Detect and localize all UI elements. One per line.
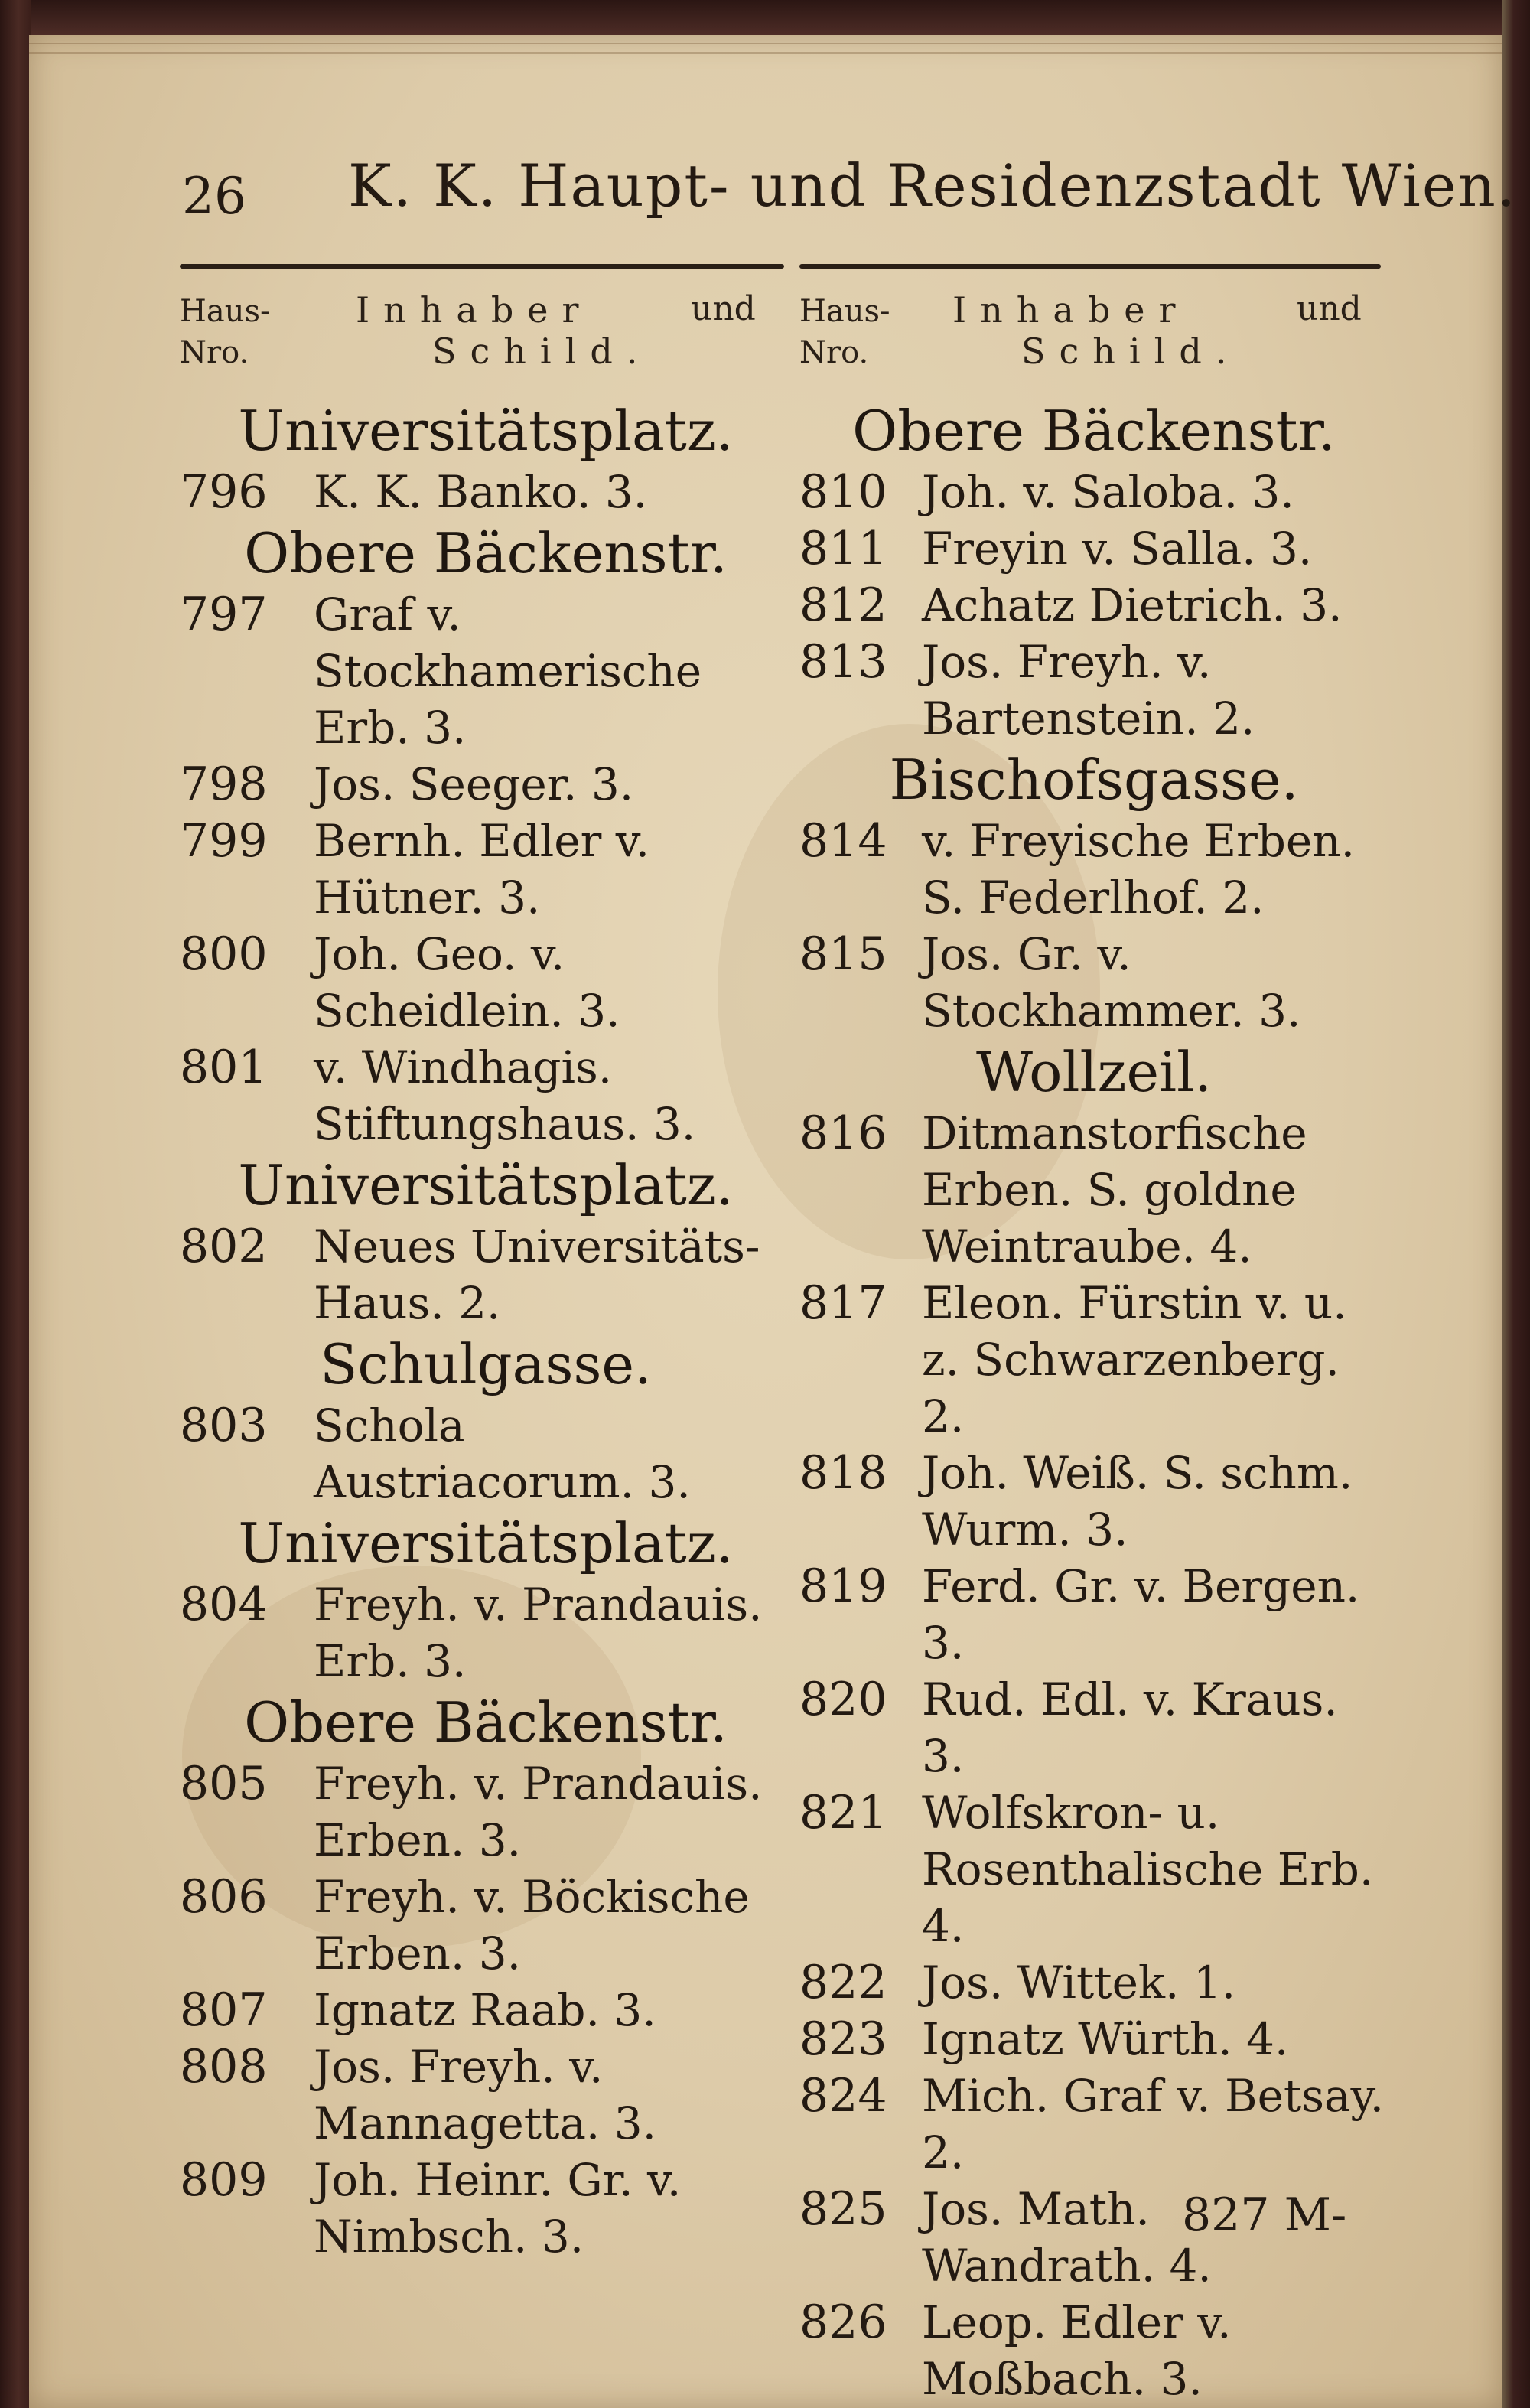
- owner-sign: Jos. Seeger. 3.: [314, 758, 634, 810]
- owner-sign: Neues Universitäts-Haus. 2.: [314, 1220, 760, 1329]
- house-number: 815: [799, 927, 887, 981]
- house-entry: [799, 1784, 1388, 1954]
- street-heading: Obere Bäckenstr.: [244, 521, 728, 585]
- house-entry: [799, 2011, 1388, 2067]
- catchword: 827 M-: [1182, 2188, 1347, 2242]
- header-rule-right: [799, 264, 1381, 269]
- house-entry: [799, 634, 1388, 747]
- owner-sign: Jos. Freyh. v. Mannagetta. 3.: [314, 2041, 657, 2149]
- house-number: 822: [799, 1956, 887, 2009]
- street-heading: Wollzeil.: [975, 1040, 1212, 1104]
- house-entry: [180, 464, 792, 520]
- house-number: 804: [180, 1578, 268, 1631]
- owner-sign: Freyh. v. Prandauis. Erben. 3.: [314, 1758, 763, 1866]
- house-number: 824: [799, 2069, 887, 2123]
- owner-sign: Ignatz Würth. 4.: [922, 2013, 1289, 2065]
- house-entry: [180, 1869, 792, 1982]
- owner-sign: Ferd. Gr. v. Bergen. 3.: [922, 1560, 1360, 1669]
- owner-sign: Schola Austriacorum. 3.: [314, 1400, 691, 1508]
- owner-sign: Freyh. v. Prandauis. Erb. 3.: [314, 1579, 763, 1687]
- house-number: 805: [180, 1757, 268, 1810]
- house-number: 798: [180, 758, 268, 811]
- street-heading: Universitätsplatz.: [238, 399, 734, 463]
- house-entry: [799, 1954, 1388, 2011]
- owner-sign: Mich. Graf v. Betsay. 2.: [922, 2070, 1385, 2178]
- street-heading: Obere Bäckenstr.: [244, 1690, 728, 1755]
- owner-sign: v. Windhagis. Stiftungshaus. 3.: [314, 1041, 696, 1150]
- house-entry: [799, 577, 1388, 634]
- house-number: 821: [799, 1786, 887, 1839]
- house-entry: [180, 926, 792, 1039]
- house-number: 809: [180, 2153, 268, 2207]
- owner-sign: Eleon. Fürstin v. u. z. Schwarzenberg. 2.: [922, 1277, 1347, 1442]
- header-inhaber: Inhaber: [952, 289, 1190, 331]
- house-number: 820: [799, 1673, 887, 1726]
- owner-sign: Jos. Math. Wandrath. 4.: [922, 2183, 1212, 2292]
- column-header-left: [180, 275, 792, 398]
- house-entry: [799, 2067, 1388, 2181]
- house-number: 812: [799, 578, 887, 632]
- house-entry: [799, 1671, 1388, 1784]
- header-haus-nro: Haus- Nro.: [180, 294, 271, 370]
- header-schild: Schild.: [432, 331, 652, 372]
- owner-sign: Leop. Edler v. Moßbach. 3.: [922, 2296, 1232, 2405]
- house-number: 806: [180, 1870, 268, 1924]
- owner-sign: Rud. Edl. v. Kraus. 3.: [922, 1673, 1338, 1782]
- header-haus-nro: Haus- Nro.: [799, 294, 890, 370]
- house-number: 808: [180, 2040, 268, 2094]
- house-entry: [180, 586, 792, 756]
- house-number: 800: [180, 927, 268, 981]
- book-cover-top: [0, 0, 1530, 35]
- owner-sign: Joh. v. Saloba. 3.: [922, 466, 1294, 518]
- house-entry: [180, 1397, 792, 1510]
- house-entry: [180, 1755, 792, 1869]
- owner-sign: Wolfskron- u. Rosenthalische Erb. 4.: [922, 1787, 1374, 1952]
- house-number: 802: [180, 1220, 268, 1273]
- owner-sign: Freyin v. Salla. 3.: [922, 523, 1313, 575]
- owner-sign: Joh. Geo. v. Scheidlein. 3.: [314, 928, 620, 1037]
- house-number: 825: [799, 2182, 887, 2236]
- owner-sign: Jos. Wittek. 1.: [922, 1957, 1236, 2009]
- header-schild: Schild.: [1021, 331, 1241, 372]
- owner-sign: Bernh. Edler v. Hütner. 3.: [314, 815, 650, 924]
- house-entry: [180, 2152, 792, 2265]
- owner-sign: Jos. Freyh. v. Bartenstein. 2.: [922, 636, 1255, 745]
- street-heading: Obere Bäckenstr.: [852, 399, 1336, 463]
- house-number: 826: [799, 2296, 887, 2349]
- house-entry: [180, 756, 792, 813]
- house-number: 818: [799, 1446, 887, 1500]
- owner-sign: Jos. Gr. v. Stockhammer. 3.: [922, 928, 1301, 1037]
- house-entry: [180, 1218, 792, 1331]
- owner-sign: Ditmanstorfische Erben. S. goldne Weintraube. 4.: [922, 1107, 1307, 1272]
- header-rule-left: [180, 264, 784, 269]
- left-column: [180, 275, 792, 2265]
- owner-sign: Achatz Dietrich. 3.: [922, 579, 1343, 631]
- house-entry: [799, 520, 1388, 577]
- header-und: und: [691, 289, 756, 328]
- street-heading: Bischofsgasse.: [889, 748, 1299, 812]
- street-heading: Schulgasse.: [320, 1332, 652, 1396]
- house-entry: [180, 1576, 792, 1690]
- street-heading: Universitätsplatz.: [238, 1511, 734, 1575]
- right-column: [799, 275, 1388, 2407]
- house-number: 816: [799, 1106, 887, 1160]
- house-entry: [799, 1445, 1388, 1558]
- house-entry: [799, 926, 1388, 1039]
- house-number: 813: [799, 635, 887, 689]
- house-number: 799: [180, 814, 268, 868]
- house-entry: [799, 464, 1388, 520]
- book-cover-left: [0, 0, 31, 2408]
- owner-sign: Graf v. Stockhamerische Erb. 3.: [314, 588, 702, 754]
- left-entries: [180, 398, 792, 2265]
- house-entry: [799, 813, 1388, 926]
- house-number: 803: [180, 1399, 268, 1452]
- owner-sign: K. K. Banko. 3.: [314, 466, 648, 518]
- owner-sign: Freyh. v. Böckische Erben. 3.: [314, 1871, 750, 1980]
- house-number: 817: [799, 1276, 887, 1330]
- house-entry: [799, 1275, 1388, 1445]
- header-inhaber: Inhaber: [356, 289, 593, 331]
- house-number: 807: [180, 1983, 268, 2037]
- owner-sign: v. Freyische Erben. S. Federlhof. 2.: [922, 815, 1356, 924]
- running-title: K. K. Haupt- und Residenzstadt Wien.: [348, 152, 1517, 220]
- house-entry: [799, 1105, 1388, 1275]
- right-entries: [799, 398, 1388, 2407]
- column-header-right: [799, 275, 1388, 398]
- house-number: 796: [180, 465, 268, 519]
- owner-sign: Joh. Heinr. Gr. v. Nimbsch. 3.: [314, 2154, 682, 2263]
- house-number: 797: [180, 588, 268, 641]
- owner-sign: Joh. Weiß. S. schm. Wurm. 3.: [922, 1447, 1353, 1556]
- house-number: 819: [799, 1559, 887, 1613]
- house-number: 810: [799, 465, 887, 519]
- house-number: 801: [180, 1041, 268, 1094]
- owner-sign: Ignatz Raab. 3.: [314, 1984, 656, 2036]
- house-entry: [799, 2294, 1388, 2407]
- book-cover-right: [1502, 0, 1530, 2408]
- house-entry: [180, 1039, 792, 1152]
- house-number: 823: [799, 2012, 887, 2066]
- house-number: 811: [799, 522, 887, 575]
- house-entry: [180, 1982, 792, 2038]
- page-number: 26: [182, 167, 246, 226]
- street-heading: Universitätsplatz.: [238, 1153, 734, 1217]
- house-number: 814: [799, 814, 887, 868]
- house-entry: [180, 2038, 792, 2152]
- house-entry: [799, 1558, 1388, 1671]
- house-entry: [180, 813, 792, 926]
- header-und: und: [1297, 289, 1362, 328]
